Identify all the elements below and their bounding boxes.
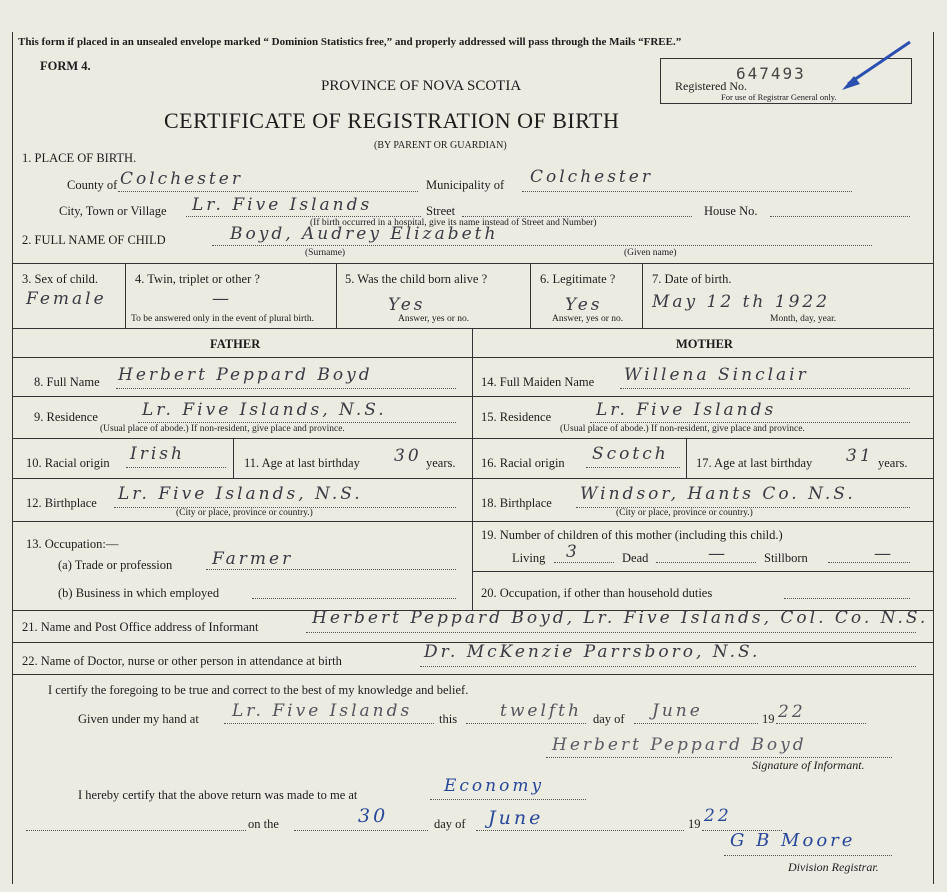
return-text: I hereby certify that the above return was made to me at — [78, 788, 358, 802]
date-label: 7. Date of birth. — [652, 272, 732, 286]
mother-residence-note: (Usual place of abode.) If non-resident, give place and province. — [560, 424, 805, 434]
mother-name-label: 14. Full Maiden Name — [481, 375, 595, 389]
right-margin-line — [933, 32, 934, 884]
surname-caption: (Surname) — [305, 248, 346, 258]
mother-racial-label: 16. Racial origin — [481, 456, 565, 470]
trade-label: (a) Trade or profession — [58, 558, 173, 572]
certificate-subtitle: (BY PARENT OR GUARDIAN) — [374, 140, 507, 151]
father-residence-label: 9. Residence — [34, 410, 98, 424]
mother-birthplace-label: 18. Birthplace — [481, 496, 552, 510]
child-name-label: 2. FULL NAME OF CHILD — [22, 233, 166, 247]
alive-note: Answer, yes or no. — [398, 314, 470, 324]
father-birthplace-value: Lr. Five Islands, N.S. — [118, 484, 363, 504]
parents-divider — [472, 328, 473, 610]
father-birthplace-label: 12. Birthplace — [26, 496, 97, 510]
street-label: Street — [426, 204, 456, 218]
sex-value: Female — [26, 289, 107, 309]
day-of-label-2: day of — [434, 817, 466, 831]
living-label: Living — [512, 551, 546, 565]
twin-label: 4. Twin, triplet or other ? — [135, 272, 260, 286]
doctor-value: Dr. McKenzie Parrsboro, N.S. — [424, 642, 761, 662]
father-occupation-label: 13. Occupation:— — [26, 537, 119, 551]
on-day-value: 30 — [358, 805, 389, 827]
given-label: Given under my hand at — [78, 712, 199, 726]
father-age-label: 11. Age at last birthday — [244, 456, 360, 470]
father-racial-label: 10. Racial origin — [26, 456, 110, 470]
return-place-value: Economy — [444, 776, 545, 796]
mother-heading: MOTHER — [676, 337, 733, 351]
informant-label: 21. Name and Post Office address of Informant — [22, 620, 259, 634]
mother-residence-value: Lr. Five Islands — [596, 400, 777, 420]
month-value: June — [652, 701, 703, 721]
municipality-label: Municipality of — [426, 178, 505, 192]
mother-occupation-label: 20. Occupation, if other than household duties — [481, 586, 713, 600]
county-value: Colchester — [120, 169, 243, 189]
mother-age-label: 17. Age at last birthday — [696, 456, 813, 470]
city-value: Lr. Five Islands — [192, 195, 373, 215]
hospital-note: (If birth occurred in a hospital, give its name instead of Street and Number) — [310, 218, 597, 228]
municipality-value: Colchester — [530, 167, 653, 187]
twin-note: To be answered only in the event of plural birth. — [131, 314, 314, 324]
registered-number: 647493 — [736, 64, 806, 83]
father-birthplace-note: (City or place, province or country.) — [176, 508, 313, 518]
sex-label: 3. Sex of child. — [22, 272, 99, 286]
place-heading: 1. PLACE OF BIRTH. — [22, 151, 137, 165]
stillborn-value: — — [874, 544, 894, 564]
day-of-label: day of — [593, 712, 625, 726]
certificate-title: CERTIFICATE OF REGISTRATION OF BIRTH — [164, 108, 620, 133]
informant-signature: Herbert Peppard Boyd — [552, 735, 807, 755]
city-label: City, Town or Village — [59, 204, 167, 218]
legitimate-label: 6. Legitimate ? — [540, 272, 616, 286]
living-value: 3 — [566, 542, 580, 562]
alive-label: 5. Was the child born alive ? — [345, 272, 488, 286]
mother-residence-label: 15. Residence — [481, 410, 552, 424]
alive-value: Yes — [388, 295, 426, 315]
given-name-caption: (Given name) — [624, 248, 677, 258]
father-residence-value: Lr. Five Islands, N.S. — [142, 400, 387, 420]
registrar-note: For use of Registrar General only. — [721, 92, 837, 102]
mother-birthplace-value: Windsor, Hants Co. N.S. — [580, 484, 856, 504]
dead-label: Dead — [622, 551, 649, 565]
given-place-value: Lr. Five Islands — [232, 701, 413, 721]
father-residence-note: (Usual place of abode.) If non-resident, give place and province. — [100, 424, 345, 434]
on-month-value: June — [488, 807, 544, 829]
province-title: PROVINCE OF NOVA SCOTIA — [321, 78, 522, 94]
stillborn-label: Stillborn — [764, 551, 808, 565]
registrar-signature: G B Moore — [730, 830, 856, 851]
doctor-label: 22. Name of Doctor, nurse or other person in attendance at birth — [22, 654, 342, 668]
registered-label: Registered No. — [675, 79, 747, 93]
house-label: House No. — [704, 204, 758, 218]
mother-children-label: 19. Number of children of this mother (including this child.) — [481, 528, 783, 542]
child-name-value: Boyd, Audrey Elizabeth — [230, 224, 499, 244]
dead-value: — — [708, 544, 728, 564]
mother-age-value: 31 — [846, 446, 874, 466]
father-name-value: Herbert Peppard Boyd — [118, 365, 373, 385]
mother-name-value: Willena Sinclair — [624, 365, 809, 385]
postal-note: This form if placed in an unsealed envelope marked “ Dominion Statistics free,” and properly addressed will pass through the Mails “FREE.” — [18, 36, 682, 48]
business-label: (b) Business in which employed — [58, 586, 220, 600]
registrar-caption: Division Registrar. — [788, 860, 879, 874]
this-label: this — [439, 712, 458, 726]
row3-top-rule — [12, 263, 933, 264]
father-name-label: 8. Full Name — [34, 375, 100, 389]
year-prefix-2: 19 — [688, 817, 701, 831]
certify-text: I certify the foregoing to be true and correct to the best of my knowledge and belief. — [48, 683, 469, 697]
signature-caption: Signature of Informant. — [752, 758, 865, 772]
county-label: County of — [67, 178, 118, 192]
father-age-value: 30 — [394, 446, 422, 466]
legitimate-value: Yes — [565, 295, 603, 315]
mother-racial-value: Scotch — [592, 444, 669, 464]
informant-value: Herbert Peppard Boyd, Lr. Five Islands, Col. Co. N.S. — [312, 608, 929, 628]
blue-check-mark — [820, 38, 915, 98]
date-note: Month, day, year. — [770, 314, 837, 324]
mother-birthplace-note: (City or place, province or country.) — [616, 508, 753, 518]
date-value: May 12 th 1922 — [652, 292, 831, 312]
legitimate-note: Answer, yes or no. — [552, 314, 624, 324]
trade-value: Farmer — [212, 549, 294, 569]
mother-years-label: years. — [878, 456, 908, 470]
year-suffix-2: 22 — [704, 806, 732, 826]
twin-value: — — [212, 289, 232, 309]
father-racial-value: Irish — [130, 444, 185, 464]
father-heading: FATHER — [210, 337, 261, 351]
left-margin-line — [12, 32, 13, 884]
year-prefix: 19 — [762, 712, 775, 726]
on-the-label: on the — [248, 817, 279, 831]
father-years-label: years. — [426, 456, 456, 470]
day-value: twelfth — [500, 701, 582, 721]
year-suffix: 22 — [778, 702, 806, 722]
form-number: FORM 4. — [40, 59, 91, 73]
